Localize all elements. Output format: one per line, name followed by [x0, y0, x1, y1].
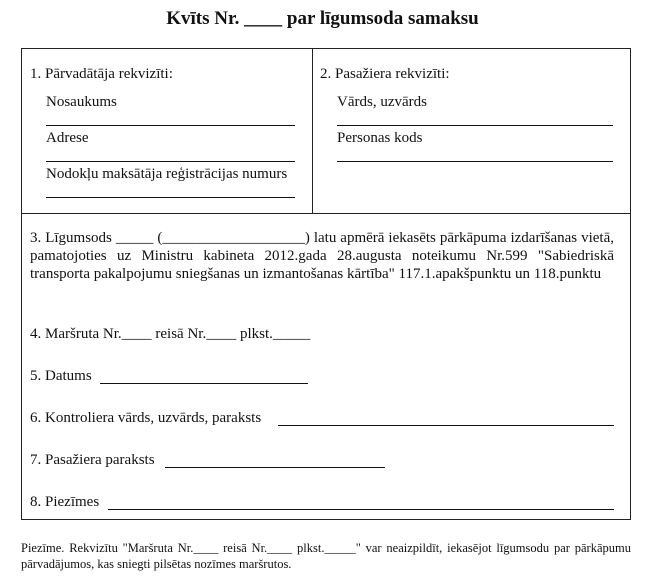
- passenger-id-field[interactable]: [337, 161, 613, 162]
- notes-field[interactable]: [108, 509, 614, 510]
- passenger-name-label: Vārds, uzvārds: [337, 94, 427, 110]
- date-field[interactable]: [100, 383, 308, 384]
- carrier-name-field[interactable]: [46, 125, 295, 126]
- passenger-sign-label: 7. Pasažiera paraksts: [30, 452, 155, 468]
- date-label: 5. Datums: [30, 368, 92, 384]
- column-divider: [312, 49, 313, 213]
- carrier-address-field[interactable]: [46, 161, 295, 162]
- passenger-name-field[interactable]: [337, 125, 613, 126]
- carrier-tax-label: Nodokļu maksātāja reģistrācijas numurs: [46, 166, 288, 182]
- receipt-title: Kvīts Nr. ____ par līgumsoda samaksu: [166, 8, 479, 29]
- carrier-address-label: Adrese: [46, 130, 89, 146]
- carrier-name-label: Nosaukums: [46, 94, 117, 110]
- notes-label: 8. Piezīmes: [30, 494, 100, 510]
- controller-label: 6. Kontroliera vārds, uzvārds, paraksts: [30, 410, 262, 426]
- passenger-heading: 2. Pasažiera rekvizīti:: [320, 66, 450, 82]
- receipt-form: [21, 48, 631, 520]
- section-divider: [22, 213, 630, 214]
- controller-field[interactable]: [278, 425, 614, 426]
- passenger-id-label: Personas kods: [337, 130, 423, 146]
- passenger-sign-field[interactable]: [165, 467, 385, 468]
- route-line: 4. Maršruta Nr.____ reisā Nr.____ plkst._____: [30, 326, 311, 342]
- carrier-heading: 1. Pārvadātāja rekvizīti:: [30, 66, 173, 82]
- carrier-tax-field[interactable]: [46, 197, 295, 198]
- footnote: Piezīme. Rekvizītu "Maršruta Nr.____ reisā Nr.____ plkst._____" var neaizpildīt, iekasējot līgumsodu par pārkāpumu pārvadājumos, kas sniegti pilsētas nozīmes maršrutos.: [21, 541, 631, 571]
- fine-paragraph: 3. Līgumsods _____ (___________________) latu apmērā iekasēts pārkāpuma izdarīšanas vietā, pamatojoties uz Ministru kabineta 2012.gada 28.augusta noteikumu Nr.599 "Sabiedriskā transporta pakalpojumu sniegšanas un izmantošanas kārtība" 117.1.apakšpunktu un 118.punktu: [30, 230, 614, 282]
